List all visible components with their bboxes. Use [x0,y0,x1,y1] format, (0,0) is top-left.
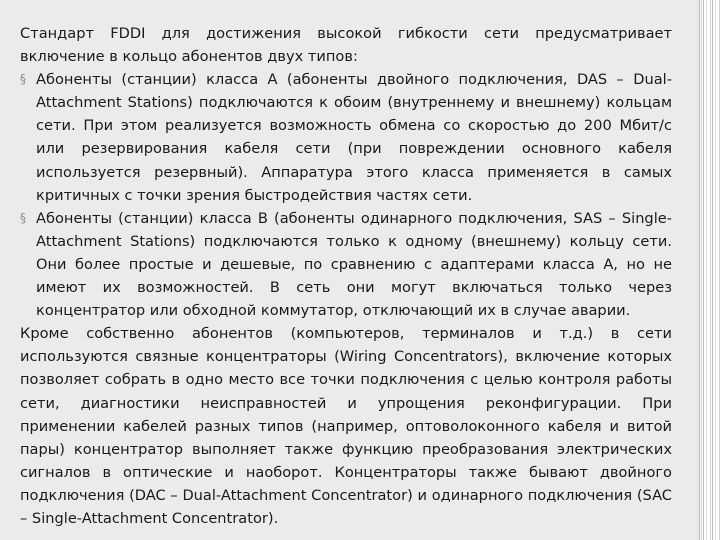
square-bullet-icon: § [20,72,26,87]
text-body [20,22,672,530]
intro-paragraph: Стандарт FDDI для достижения высокой гибкости сети предусматривает включение в кольцо абонентов двух типов: [20,25,672,66]
bullet-item-class-b [20,207,672,322]
decorative-edge-strip [700,0,720,540]
closing-paragraph: Кроме собственно абонентов (компьютеров, терминалов и т.д.) в сети используются связные концентраторы (Wiring Concentrators), включение которых позволяет собрать в одно место все точки подключения с целью контроля работы сети, диагностики неисправностей и упрощения реконфигурации. При применении кабелей разных типов (например, оптоволоконного кабеля и витой пары) концентратор выполняет также функцию преобразования электрических сигналов в оптические и наоборот. Концентраторы также бывают двойного подключения (DAC – Dual-Attachment Concentrator) и одинарного подключения (SAC – Single-Attachment Concentrator). [20,325,672,527]
bullet-text-class-a: Абоненты (станции) класса A (абоненты двойного подключения, DAS – Dual-Attachment Stations) подключаются к обоим (внутреннему и внешнему) кольцам сети. При этом реализуется возможность обмена со скоростью до 200 Мбит/с или резервирования кабеля сети (при повреждении основного кабеля используется резервный). Аппаратура этого класса применяется в самых критичных с точки зрения быстродействия частях сети. [36,71,673,204]
bullet-text-class-b: Абоненты (станции) класса B (абоненты одинарного подключения, SAS – Single-Attachment Stations) подключаются только к одному (внешнему) кольцу сети. Они более простые и дешевые, по сравнению с адаптерами класса A, но не имеют их возможностей. В сеть они могут включаться только через концентратор или обходной коммутатор, отключающий их в случае аварии. [36,209,672,320]
square-bullet-icon: § [20,210,26,225]
bullet-item-class-a [20,68,672,207]
